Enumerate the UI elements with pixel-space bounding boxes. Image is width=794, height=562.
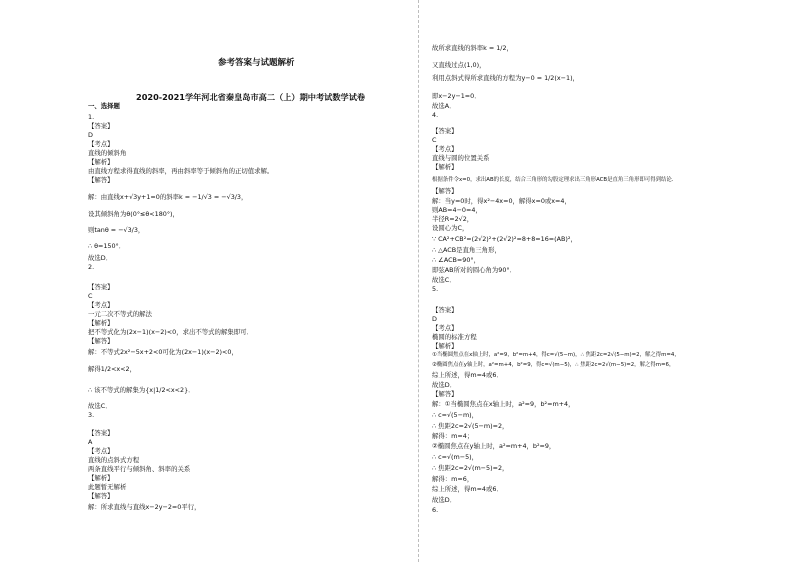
question-number: 2. xyxy=(88,263,95,271)
answer-label: 【答案】 xyxy=(432,127,458,135)
page-fold-divider xyxy=(418,0,419,562)
solution-line: ∴ θ=150°． xyxy=(88,242,126,250)
topic-label: 【考点】 xyxy=(432,324,458,332)
topic-text: 椭圆的标准方程 xyxy=(432,333,477,341)
solution-line: ∴ 焦距2c=2√(5−m)=2， xyxy=(432,422,509,430)
analysis-text: 此题暂无解析 xyxy=(88,483,127,491)
solution-line: ∴ 该不等式的解集为{x|1/2<x<2}． xyxy=(88,386,195,394)
solution-line: 设圆心为C， xyxy=(432,224,469,232)
topic-label: 【考点】 xyxy=(88,301,114,309)
solution-line: ∴ △ACB是直角三角形， xyxy=(432,246,501,254)
solution-label: 【解答】 xyxy=(432,390,458,398)
solution-line: ∴ c=√(5−m)， xyxy=(432,411,479,419)
solution-line: ∴ 焦距2c=2√(m−5)=2， xyxy=(432,464,509,472)
section-heading: 一、选择题 xyxy=(88,102,120,110)
exam-subtitle: 2020-2021学年河北省秦皇岛市高二（上）期中考试数学试卷 xyxy=(136,92,366,102)
solution-line: 即x−2y−1=0． xyxy=(432,92,481,100)
conclusion-line: 故选C． xyxy=(88,402,112,410)
analysis-label: 【解析】 xyxy=(88,319,114,327)
topic-text: 两条直线平行与倾斜角、斜率的关系 xyxy=(88,465,191,473)
question-number: 4. xyxy=(432,111,439,119)
conclusion-line: 故选C． xyxy=(432,276,456,284)
solution-label: 【解答】 xyxy=(88,337,114,345)
analysis-text: ①当椭圆焦点在x轴上时，a²=9，b²=m+4，得c=√(5−m)，∴ 焦距2c=2√(5−m)=2，解之得m=4， xyxy=(432,352,680,358)
analysis-text: 根据条件令x=0，求出AB的长度，结合三角形的勾股定理求出三角形ACB是直角三角形即可得到结论． xyxy=(432,177,678,183)
analysis-text: 把不等式化为(2x−1)(x−2)<0，求出不等式的解集即可． xyxy=(88,328,253,336)
solution-line: 解得：m=6， xyxy=(432,475,474,483)
analysis-label: 【解析】 xyxy=(88,474,114,482)
solution-line: 解：所求直线与直线x−2y−2=0平行， xyxy=(88,503,201,511)
solution-line: 又直线过点(1,0)， xyxy=(432,61,486,69)
solution-line: ∵ CA²+CB²=(2√2)²+(2√2)²=8+8=16=(AB)²， xyxy=(432,235,577,243)
answer-label: 【答案】 xyxy=(88,429,114,437)
analysis-text: 综上所述，得m=4或6． xyxy=(432,371,503,379)
analysis-text: ②椭圆焦点在y轴上时，a²=m+4，b²=9，得c=√(m−5)，∴ 焦距2c=2√(m−5)=2，解之得m=6， xyxy=(432,362,675,368)
topic-label: 【考点】 xyxy=(432,145,458,153)
question-number: 6. xyxy=(432,506,439,514)
solution-line: 设其倾斜角为θ(0°≤θ<180°)， xyxy=(88,210,179,218)
solution-line: ∴ ∠ACB=90°， xyxy=(432,256,481,264)
analysis-label: 【解析】 xyxy=(432,342,458,350)
question-number: 5. xyxy=(432,285,439,293)
solution-line: 故所求直线的斜率k = 1/2， xyxy=(432,44,513,52)
solution-line: 解：由直线x+√3y+1=0的斜率k = −1/√3 = −√3/3， xyxy=(88,193,248,201)
analysis-label: 【解析】 xyxy=(88,158,114,166)
answer-value: C xyxy=(432,136,437,144)
analysis-text: 由直线方程求得直线的斜率，再由斜率等于倾斜角的正切值求解。 xyxy=(88,167,274,175)
solution-line: 解：当y=0时，得x²−4x=0，解得x=0或x=4， xyxy=(432,197,571,205)
question-number: 3. xyxy=(88,411,95,419)
conclusion-line: 故选A． xyxy=(432,102,456,110)
solution-line: ∴ c=√(m−5)， xyxy=(432,453,479,461)
solution-label: 【解答】 xyxy=(88,176,114,184)
answer-value: D xyxy=(88,131,93,139)
document-title: 参考答案与试题解析 xyxy=(218,58,295,68)
solution-line: 解：不等式2x²−5x+2<0可化为(2x−1)(x−2)<0， xyxy=(88,348,238,356)
question-number: 1. xyxy=(88,113,95,121)
solution-line: ②椭圆焦点在y轴上时，a²=m+4，b²=9， xyxy=(432,442,556,450)
solution-line: 则tanθ = −√3/3， xyxy=(88,226,145,234)
solution-line: 则AB=4−0=4， xyxy=(432,206,482,214)
solution-line: 解得1/2<x<2， xyxy=(88,365,137,373)
answer-value: C xyxy=(88,292,93,300)
conclusion-line: 故选D． xyxy=(432,381,457,389)
solution-label: 【解答】 xyxy=(88,492,114,500)
conclusion-line: 故选D． xyxy=(88,254,113,262)
solution-label: 【解答】 xyxy=(432,187,458,195)
answer-value: A xyxy=(88,438,93,446)
conclusion-line: 故选D． xyxy=(432,496,457,504)
answer-label: 【答案】 xyxy=(432,306,458,314)
solution-line: 解：①当椭圆焦点在x轴上时，a²=9，b²=m+4， xyxy=(432,400,575,408)
solution-line: 综上所述，得m=4或6． xyxy=(432,485,503,493)
analysis-label: 【解析】 xyxy=(432,163,458,171)
topic-text: 直线与圆的位置关系 xyxy=(432,154,490,162)
solution-line: 利用点斜式得所求直线的方程为y−0 = 1/2(x−1)， xyxy=(432,74,579,82)
solution-line: 即弦AB所对的圆心角为90°． xyxy=(432,266,516,274)
answer-label: 【答案】 xyxy=(88,283,114,291)
solution-line: 半径R=2√2， xyxy=(432,215,474,223)
topic-text: 一元二次不等式的解法 xyxy=(88,310,152,318)
solution-line: 解得：m=4； xyxy=(432,432,474,440)
topic-text: 直线的倾斜角 xyxy=(88,149,127,157)
answer-label: 【答案】 xyxy=(88,122,114,130)
answer-value: D xyxy=(432,315,437,323)
topic-label: 【考点】 xyxy=(88,447,114,455)
topic-text: 直线的点斜式方程 xyxy=(88,456,140,464)
topic-label: 【考点】 xyxy=(88,140,114,148)
